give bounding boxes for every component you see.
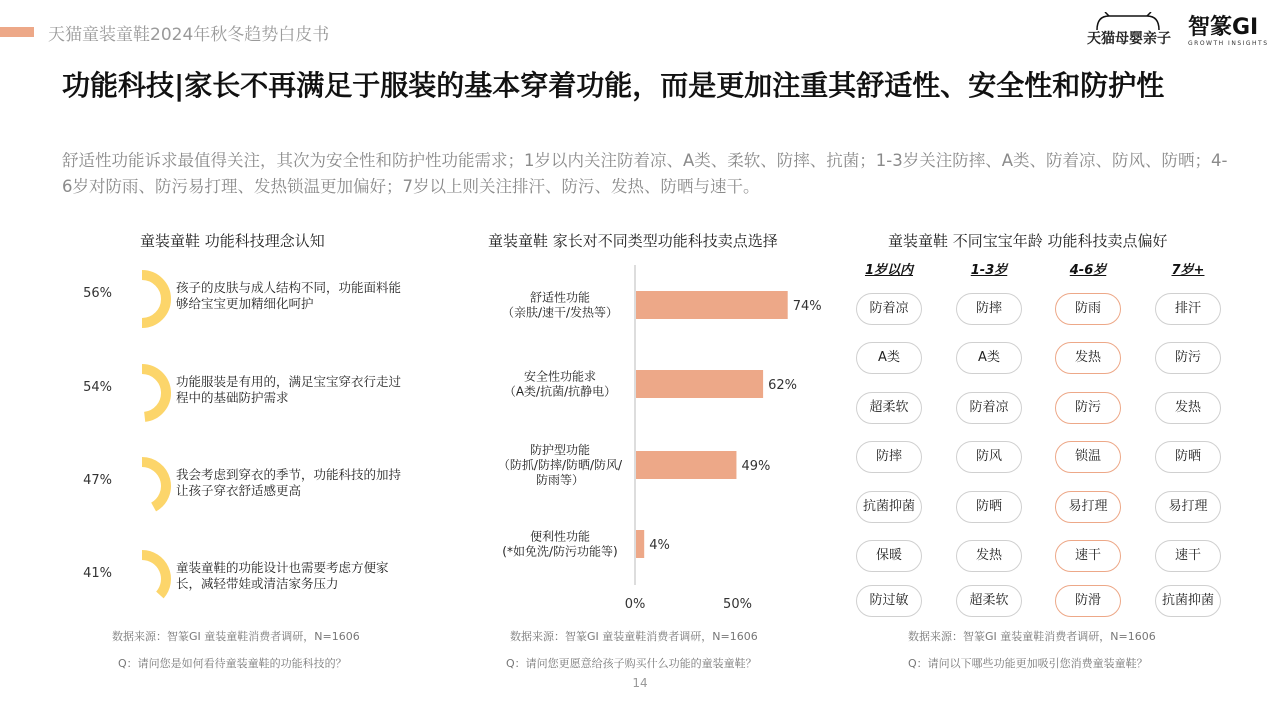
feature-pill: 易打理 (1155, 491, 1221, 523)
perception-ring (112, 548, 172, 610)
category-label (502, 290, 618, 320)
age-column-header: 1-3岁 (970, 263, 1008, 278)
perception-text: 功能服装是有用的，满足宝宝穿衣行走过程中的基础防护需求 (176, 374, 402, 405)
feature-pill: 防雨 (1055, 293, 1121, 325)
feature-pill: 速干 (1155, 540, 1221, 572)
feature-pill: 防摔 (856, 441, 922, 473)
perception-ring (112, 362, 172, 424)
category-label-line: (*如免洗/防污功能等) (502, 544, 618, 559)
perception-ring-arc (142, 369, 166, 417)
feature-pill: A类 (956, 342, 1022, 374)
feature-pill: 速干 (1055, 540, 1121, 572)
age-column-header: 4-6岁 (1069, 263, 1107, 278)
perception-ring-arc (142, 555, 166, 595)
perception-item (60, 362, 420, 432)
feature-pill: 超柔软 (856, 392, 922, 424)
feature-pill: 发热 (1055, 342, 1121, 374)
perception-text: 童装童鞋的功能设计也需要考虑方便家长，减轻带娃或清洁家务压力 (176, 560, 389, 591)
category-label (504, 369, 616, 399)
feature-pill: 发热 (1155, 392, 1221, 424)
category-label-line: 防雨等） (535, 473, 585, 487)
feature-pill: 排汗 (1155, 293, 1221, 325)
x-tick-label: 50% (723, 597, 752, 612)
category-label (498, 442, 623, 487)
category-label-line: 舒适性功能 (529, 290, 591, 305)
bar-chart (460, 255, 880, 615)
bar-value-label: 49% (741, 459, 771, 474)
panel2-question: Q：请问您更愿意给孩子购买什么功能的童装童鞋？ (506, 657, 757, 670)
report-title: 天猫童装童鞋2024年秋冬趋势白皮书 (48, 25, 330, 45)
header-accent-bar (0, 27, 34, 37)
perception-item (60, 455, 420, 525)
perception-pct: 47% (83, 473, 112, 488)
feature-pill: 抗菌抑菌 (856, 491, 922, 523)
feature-pill: 锁温 (1055, 441, 1121, 473)
perception-item (60, 268, 420, 338)
gi-logo-main: 智篆GI (1188, 15, 1259, 40)
perception-ring (112, 268, 172, 330)
feature-pill: 防风 (956, 441, 1022, 473)
feature-pill: 防滑 (1055, 585, 1121, 617)
page-number: 14 (632, 676, 648, 690)
bar-value-label: 4% (649, 538, 670, 553)
x-tick-label: 0% (624, 597, 646, 612)
bar (636, 291, 788, 319)
page-subtitle: 舒适性功能诉求最值得关注，其次为安全性和防护性功能需求；1岁以内关注防着凉、A类、柔软、防摔、抗菌；1-3岁关注防摔、A类、防着凉、防风、防晒；4-6岁对防雨、防污易打理、发热锁温更加偏好；7岁以上则关注排汗、防污、发热、防晒与速干。 (62, 151, 1228, 196)
feature-pill: 防过敏 (856, 585, 922, 617)
tmall-mother-baby-logo (1083, 12, 1173, 52)
panel2-source: 数据来源：智篆GI 童装童鞋消费者调研，N=1606 (510, 630, 758, 643)
chart-title: 童装童鞋 家长对不同类型功能科技卖点选择 (488, 232, 778, 250)
perception-item (60, 548, 420, 618)
bar-value-label: 62% (768, 378, 798, 393)
perception-pct: 54% (83, 380, 112, 395)
perception-ring-arc (142, 462, 166, 507)
category-label-line: （防抓/防摔/防晒/防风/ (497, 458, 623, 472)
panel1-question: Q：请问您是如何看待童装童鞋的功能科技的？ (118, 657, 347, 670)
gi-logo-sub: GROWTH INSIGHTS (1188, 40, 1269, 47)
feature-pill: 防着凉 (856, 293, 922, 325)
category-label-line: （亲肤/速干/发热等） (501, 305, 619, 320)
bar (636, 370, 763, 398)
perception-ring-arc (142, 275, 166, 323)
panel1-source: 数据来源：智篆GI 童装童鞋消费者调研，N=1606 (112, 630, 360, 643)
panel1-title: 童装童鞋 功能科技理念认知 (140, 232, 325, 250)
growth-insights-logo (1188, 16, 1268, 56)
panel3-question: Q：请问以下哪些功能更加吸引您消费童装童鞋？ (908, 657, 1148, 670)
feature-pill: 超柔软 (956, 585, 1022, 617)
perception-text: 我会考虑到穿衣的季节，功能科技的加持让孩子穿衣舒适感更高 (176, 467, 402, 498)
feature-pill: 防晒 (1155, 441, 1221, 473)
feature-pill: 防晒 (956, 491, 1022, 523)
feature-pill: 防着凉 (956, 392, 1022, 424)
age-column-header: 7岁+ (1171, 263, 1205, 278)
age-column-header: 1岁以内 (864, 263, 914, 278)
feature-pill: 易打理 (1055, 491, 1121, 523)
bar (636, 451, 736, 479)
tmall-logo-text: 天猫母婴亲子 (1087, 31, 1171, 47)
category-label-line: 防护型功能 (529, 443, 591, 457)
feature-pill: 防污 (1155, 342, 1221, 374)
feature-pill: 抗菌抑菌 (1155, 585, 1221, 617)
perception-pct: 41% (83, 566, 112, 581)
feature-pill: 防摔 (956, 293, 1022, 325)
perception-pct: 56% (83, 286, 112, 301)
perception-ring (112, 455, 172, 517)
perception-text: 孩子的皮肤与成人结构不同，功能面料能够给宝宝更加精细化呵护 (176, 280, 402, 311)
category-label (502, 529, 617, 559)
panel3-title: 童装童鞋 不同宝宝年龄 功能科技卖点偏好 (888, 232, 1168, 250)
category-label-line: 安全性功能求 (523, 369, 597, 384)
page-headline: 功能科技|家长不再满足于服装的基本穿着功能，而是更加注重其舒适性、安全性和防护性 (62, 69, 1165, 102)
feature-pill: 发热 (956, 540, 1022, 572)
category-label-line: 便利性功能 (529, 529, 591, 544)
feature-pill: A类 (856, 342, 922, 374)
panel3-source: 数据来源：智篆GI 童装童鞋消费者调研，N=1606 (908, 630, 1156, 643)
feature-pill: 保暖 (856, 540, 922, 572)
feature-pill: 防污 (1055, 392, 1121, 424)
category-label-line: （A类/抗菌/抗静电） (503, 384, 617, 399)
bar (636, 530, 644, 558)
bar-value-label: 74% (792, 299, 822, 314)
